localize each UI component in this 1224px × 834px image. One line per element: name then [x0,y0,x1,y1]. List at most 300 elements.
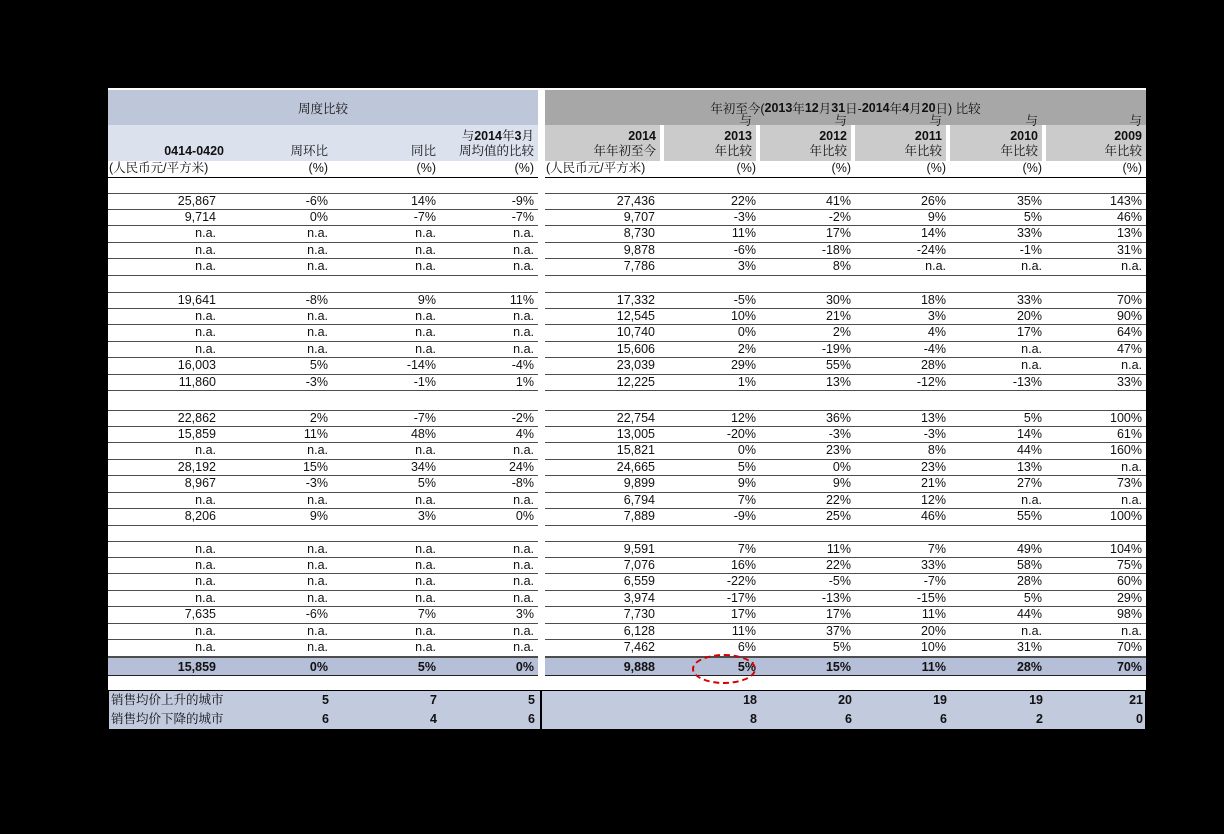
table-cell: 25% [825,509,851,523]
table-cell: 1% [515,374,534,389]
table-cell: n.a. [1021,358,1042,372]
table-cell: 15,821 [616,443,655,457]
table-cell: n.a. [307,341,328,356]
table-cell: 11,860 [178,374,216,389]
total-cell: 15,859 [177,659,216,674]
table-cell: n.a. [307,242,328,257]
table-cell: -5% [828,574,851,588]
table-cell: 48% [410,426,436,441]
table-cell: -18% [821,242,851,257]
table-cell: 20% [1016,308,1042,323]
table-cell: 61% [1116,426,1142,441]
table-cell: 70% [1116,640,1142,654]
table-cell: -3% [733,209,756,224]
table-cell: 55% [1016,509,1042,523]
table-cell: 0% [309,209,328,224]
table-cell: n.a. [195,492,216,507]
table-cell: n.a. [307,623,328,638]
col-header-vs-mar2014: 与2014年3月 周均值的比较 [458,129,534,158]
table-cell: n.a. [513,325,534,339]
table-cell: -20% [726,426,756,441]
table-cell: 8% [832,259,851,273]
table-cell: 33% [1016,293,1042,307]
table-cell: 4% [515,426,534,441]
summary-count-cell [546,710,665,729]
table-cell: 23% [920,459,946,474]
table-cell: 9,878 [623,242,655,257]
table-cell: n.a. [415,325,436,339]
table-cell: -9% [511,194,534,208]
table-cell: 90% [1116,308,1142,323]
data-row-groups [108,193,1146,657]
table-cell: 27% [1016,476,1042,490]
table-cell: n.a. [415,590,436,605]
table-cell: 100% [1110,411,1142,425]
table-cell: -24% [916,242,946,257]
summary-count-cell [546,691,665,710]
summary-row [109,710,1145,729]
table-cell: n.a. [513,640,534,654]
table-cell: 143% [1110,194,1142,208]
table-cell: 13,005 [616,426,655,441]
table-cell: n.a. [195,542,216,556]
section-gap [538,90,545,125]
table-cell: n.a. [307,325,328,339]
table-cell: 46% [1116,209,1142,224]
table-cell: 15% [302,459,328,474]
table-cell: -7% [413,411,436,425]
summary-count-cell: 0 [1136,711,1143,726]
table-cell: n.a. [513,341,534,356]
summary-count-cell: 8 [750,711,757,726]
table-cell: n.a. [415,542,436,556]
table-cell: -2% [828,209,851,224]
table-cell: 41% [825,194,851,208]
table-cell: 44% [1016,607,1042,621]
table-cell: 36% [825,411,851,425]
table-cell: 0% [737,325,756,339]
table-row [108,259,1146,276]
table-cell: -6% [733,242,756,257]
table-cell: -8% [511,476,534,490]
table-cell: 22,754 [616,411,655,425]
table-row [108,493,1146,510]
table-row [108,309,1146,326]
table-cell: n.a. [307,542,328,556]
table-cell: 2% [309,411,328,425]
table-cell: 10% [730,308,756,323]
table-cell: 6,559 [623,574,655,588]
table-cell: 17% [825,226,851,240]
summary-count-cell: 20 [838,692,852,707]
col-header-yoy: 同比 [410,144,436,158]
unit-pct: (%) [1022,161,1042,175]
table-cell: 11% [731,623,756,638]
table-cell: n.a. [513,574,534,588]
table-cell: n.a. [513,308,534,323]
weekly-comparison-band-title: 周度比较 [108,90,538,125]
table-cell: 5% [737,459,756,474]
table-cell: 14% [1016,426,1042,441]
table-cell: n.a. [513,557,534,572]
table-row [108,558,1146,575]
col-header-vs2009: 2009 年比较 [1046,125,1146,161]
table-cell: 7,462 [623,640,655,654]
table-row [108,460,1146,477]
table-cell: 6% [737,640,756,654]
table-cell: 64% [1116,325,1142,339]
city-group-4 [108,541,1146,657]
table-cell: 3% [737,259,756,273]
table-cell: 24,665 [616,459,655,474]
table-cell: 3% [417,509,436,523]
table-cell: n.a. [307,308,328,323]
table-cell: 9% [417,293,436,307]
table-cell: -7% [413,209,436,224]
report-table-page [108,88,1146,729]
table-cell: -5% [733,293,756,307]
table-cell: 8,206 [184,509,216,523]
table-cell: 16% [730,557,756,572]
table-cell: n.a. [195,242,216,257]
table-cell: 12% [730,411,756,425]
table-cell: 3% [515,607,534,621]
table-cell: n.a. [1121,623,1142,638]
table-cell: 44% [1016,443,1042,457]
table-cell: -19% [821,341,851,356]
table-cell: -3% [305,476,328,490]
table-cell: n.a. [307,640,328,654]
table-cell: 31% [1016,640,1042,654]
table-row [108,243,1146,260]
table-cell: n.a. [1021,259,1042,273]
col-header-wow: 周环比 [290,144,328,158]
table-cell: 9,707 [623,209,655,224]
table-cell: -14% [406,358,436,372]
table-cell: 33% [1016,226,1042,240]
table-cell: 33% [920,557,946,572]
table-cell: 4% [927,325,946,339]
table-row [108,342,1146,359]
units-row [108,161,1146,178]
summary-count-cell: 7 [430,692,437,707]
table-cell: 15,606 [616,341,655,356]
table-cell: n.a. [195,557,216,572]
table-cell: 7% [737,542,756,556]
total-cell: 0% [515,659,534,674]
table-cell: 73% [1116,476,1142,490]
table-cell: 22% [825,557,851,572]
table-row [108,624,1146,641]
table-cell: 11% [731,226,756,240]
table-cell: n.a. [307,590,328,605]
table-cell: 0% [832,459,851,474]
table-cell: n.a. [307,574,328,588]
table-cell: 25,867 [177,194,216,208]
total-cell: 5% [664,658,760,675]
total-cell: 11% [921,659,946,674]
table-cell: 8,967 [184,476,216,490]
table-cell: 37% [825,623,851,638]
table-cell: n.a. [1121,459,1142,474]
table-cell: 46% [920,509,946,523]
table-cell: n.a. [307,443,328,457]
table-cell: 33% [1116,374,1142,389]
total-cell: 9,888 [623,659,655,674]
table-cell: 9% [832,476,851,490]
table-cell: 7,635 [184,607,216,621]
table-cell: 3% [927,308,946,323]
table-cell: 10% [920,640,946,654]
table-cell: n.a. [195,308,216,323]
table-cell: 10,740 [616,325,655,339]
table-cell: -3% [828,426,851,441]
table-cell: n.a. [195,640,216,654]
table-cell: 7,889 [623,509,655,523]
table-cell: n.a. [513,623,534,638]
table-cell: 104% [1110,542,1142,556]
summary-count-cell: 21 [1129,692,1143,707]
table-cell: -7% [511,209,534,224]
unit-pct: (%) [736,161,756,175]
unit-pct: (%) [416,161,436,175]
summary-row-label: 销售均价上升的城市 [111,692,224,707]
table-cell: 35% [1016,194,1042,208]
group-header-band [108,90,1146,125]
col-header-vs2013: 2013 年比较 [664,125,756,161]
table-cell: n.a. [415,574,436,588]
unit-rmb-sqm: (人民币元/平方米) [109,161,209,175]
table-cell: 29% [1116,590,1142,605]
table-row [108,427,1146,444]
summary-count-cell: 6 [322,711,329,726]
table-cell: n.a. [513,443,534,457]
table-cell: 23,039 [616,358,655,372]
table-cell: 18% [920,293,946,307]
table-cell: n.a. [415,308,436,323]
col-header-vs2011: 2011 年比较 [855,125,946,161]
table-cell: 21% [920,476,946,490]
table-cell: 12,545 [616,308,655,323]
table-row [108,226,1146,243]
unit-rmb-sqm: (人民币元/平方米) [546,161,646,175]
table-cell: 3,974 [623,590,655,605]
table-cell: 7% [927,542,946,556]
table-cell: n.a. [195,574,216,588]
table-cell: 9,899 [623,476,655,490]
summary-count-cell: 5 [528,692,535,707]
table-cell: 5% [1023,209,1042,224]
table-row [108,325,1146,342]
table-cell: 17% [1016,325,1042,339]
summary-count-cell: 6 [845,711,852,726]
table-cell: n.a. [195,341,216,356]
table-row [108,193,1146,210]
table-cell: -12% [916,374,946,389]
table-cell: n.a. [513,492,534,507]
table-cell: 11% [921,607,946,621]
table-cell: -13% [1012,374,1042,389]
table-cell: 7,730 [623,607,655,621]
table-cell: 0% [515,509,534,523]
table-cell: -2% [511,411,534,425]
table-cell: -17% [726,590,756,605]
table-row [108,541,1146,558]
table-row [108,509,1146,526]
table-cell: 7,076 [623,557,655,572]
table-cell: n.a. [307,557,328,572]
table-cell: -4% [923,341,946,356]
table-cell: 13% [920,411,946,425]
table-cell: n.a. [307,259,328,273]
ytd-comparison-band-title: 年初至今( 2013 年 12 月 31 日- 2014 年 4 月 20 日) 比较 [545,90,1146,125]
table-cell: 5% [417,476,436,490]
table-cell: 160% [1110,443,1142,457]
table-cell: n.a. [415,341,436,356]
table-cell: 9% [309,509,328,523]
table-cell: n.a. [307,226,328,240]
table-cell: 5% [1023,590,1042,605]
unit-pct: (%) [926,161,946,175]
table-cell: 22,862 [177,411,216,425]
unit-pct: (%) [831,161,851,175]
summary-count-cell: 5 [322,692,329,707]
table-cell: n.a. [1121,358,1142,372]
table-cell: n.a. [195,623,216,638]
summary-count-cell: 6 [940,711,947,726]
table-cell: 24% [508,459,534,474]
table-cell: 28% [1016,574,1042,588]
table-cell: n.a. [513,590,534,605]
summary-section-divider [540,691,542,729]
table-cell: -1% [1019,242,1042,257]
table-cell: -8% [305,293,328,307]
table-cell: -3% [923,426,946,441]
table-cell: 22% [730,194,756,208]
table-cell: n.a. [307,492,328,507]
summary-row [109,691,1145,710]
table-row [108,640,1146,657]
table-cell: n.a. [1021,341,1042,356]
total-cell: 28% [1016,659,1042,674]
table-cell: 28% [920,358,946,372]
table-cell: n.a. [415,226,436,240]
table-cell: 5% [309,358,328,372]
table-cell: 8% [927,443,946,457]
col-header-vs2010: 2010 年比较 [950,125,1042,161]
table-cell: 17% [730,607,756,621]
city-group-2 [108,292,1146,391]
table-cell: 17,332 [616,293,655,307]
total-row [108,657,1146,676]
table-cell: n.a. [513,259,534,273]
table-cell: 12,225 [616,374,655,389]
table-cell: 60% [1116,574,1142,588]
table-cell: n.a. [415,640,436,654]
table-row [108,410,1146,427]
table-row [108,607,1146,624]
table-cell: 13% [825,374,851,389]
table-cell: 2% [737,341,756,356]
table-cell: -13% [821,590,851,605]
table-cell: 9,591 [623,542,655,556]
table-cell: n.a. [1121,259,1142,273]
table-row [108,292,1146,309]
unit-pct: (%) [308,161,328,175]
table-cell: 26% [920,194,946,208]
table-cell: 21% [825,308,851,323]
table-cell: 6,794 [623,492,655,507]
table-cell: 14% [920,226,946,240]
table-cell: n.a. [415,557,436,572]
table-cell: 7,786 [623,259,655,273]
table-row [108,591,1146,608]
table-cell: 98% [1116,607,1142,621]
table-cell: 9% [737,476,756,490]
table-cell: 70% [1116,293,1142,307]
table-row [108,210,1146,227]
table-cell: n.a. [513,242,534,257]
unit-pct: (%) [514,161,534,175]
table-cell: -9% [733,509,756,523]
table-cell: 19,641 [177,293,216,307]
col-header-ytd2014: 2014 年年初至今 [545,125,660,161]
table-cell: 6,128 [623,623,655,638]
table-cell: 9% [927,209,946,224]
table-cell: 27,436 [616,194,655,208]
table-cell: n.a. [195,259,216,273]
table-cell: n.a. [513,226,534,240]
table-row [108,574,1146,591]
table-cell: n.a. [415,259,436,273]
table-cell: n.a. [195,443,216,457]
table-cell: 31% [1116,242,1142,257]
table-cell: n.a. [195,325,216,339]
table-cell: 0% [737,443,756,457]
table-cell: n.a. [513,542,534,556]
table-cell: 16,003 [177,358,216,372]
red-dashed-ellipse-annotation [692,654,756,684]
table-cell: 8,730 [623,226,655,240]
unit-pct: (%) [1122,161,1142,175]
table-cell: 5% [832,640,851,654]
table-cell: 58% [1016,557,1042,572]
table-cell: n.a. [195,590,216,605]
table-cell: 11% [509,293,534,307]
summary-count-cell: 18 [743,692,757,707]
table-cell: -15% [916,590,946,605]
table-row [108,443,1146,460]
table-cell: 13% [1116,226,1142,240]
total-cell: 15% [825,659,851,674]
table-cell: -6% [305,194,328,208]
table-cell: 47% [1116,341,1142,356]
table-cell: 15,859 [177,426,216,441]
table-cell: 12% [920,492,946,507]
summary-row-label: 销售均价下降的城市 [111,711,224,726]
table-cell: 1% [737,374,756,389]
table-cell: 100% [1110,509,1142,523]
summary-count-cell: 19 [1029,692,1043,707]
table-cell: 9,714 [184,209,216,224]
table-cell: 7% [417,607,436,621]
table-cell: 30% [825,293,851,307]
table-cell: 5% [1023,411,1042,425]
table-cell: 28,192 [177,459,216,474]
table-cell: 22% [825,492,851,507]
city-count-summary-band [108,690,1146,730]
table-row [108,358,1146,375]
